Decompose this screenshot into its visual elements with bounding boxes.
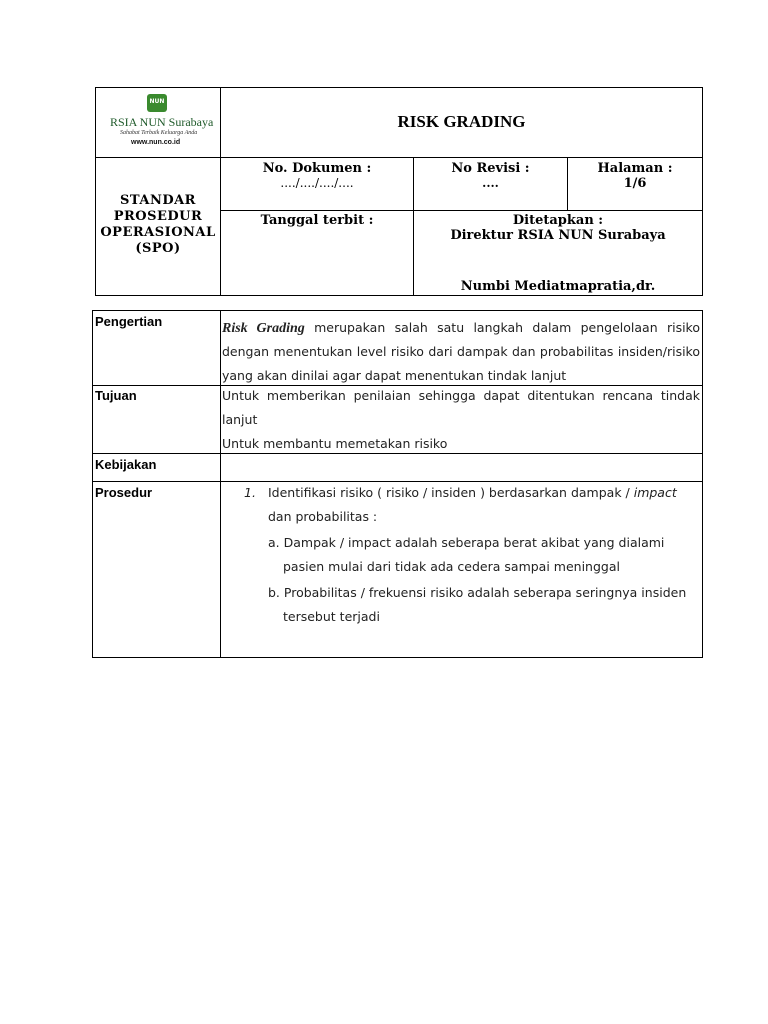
spo-label <box>96 193 220 257</box>
spo-line-4: (SPO) <box>135 241 181 256</box>
sub-item-a-line-2: pasien mulai dari tidak ada cedera sampai meninggal <box>283 559 620 574</box>
prosedur-item-1-impact: impact <box>633 485 677 500</box>
no-revisi-label: No Revisi : <box>451 161 530 176</box>
prosedur-item-1-text <box>268 481 677 505</box>
ditetapkan-name: Numbi Mediatmapratia,dr. <box>460 279 656 294</box>
spo-line-2: PROSEDUR <box>113 209 203 224</box>
tujuan-text <box>222 384 700 456</box>
no-dokumen-value: ..../..../..../.... <box>280 176 354 190</box>
sub-item-a-line-1: a. Dampak / impact adalah seberapa berat akibat yang dialami <box>268 535 665 550</box>
tujuan-label: Tujuan <box>95 388 137 403</box>
pengertian-line-2: dengan menentukan level risiko dari dampak dan probabilitas insiden/risiko <box>222 344 700 359</box>
no-dokumen-cell <box>221 161 413 190</box>
logo-badge-icon: NUN <box>147 94 167 112</box>
pengertian-text <box>222 316 700 388</box>
ditetapkan-label: Ditetapkan : <box>512 213 604 228</box>
no-revisi-value: .... <box>482 176 499 190</box>
halaman-value: 1/6 <box>623 176 647 191</box>
tanggal-terbit-label: Tanggal terbit : <box>260 213 374 228</box>
tujuan-line-3: Untuk membantu memetakan risiko <box>222 436 448 451</box>
pengertian-term: Risk Grading <box>222 321 305 336</box>
tujuan-line-1: Untuk memberikan penilaian sehingga dapat ditentukan rencana tindak <box>222 388 700 403</box>
no-dokumen-label: No. Dokumen : <box>262 161 372 176</box>
hospital-logo <box>98 92 216 154</box>
sub-item-b-line-1: b. Probabilitas / frekuensi risiko adalah seberapa seringnya insiden <box>268 585 687 600</box>
pengertian-line-1 <box>222 316 700 340</box>
logo-url: www.nun.co.id <box>131 139 181 146</box>
pengertian-line-3: yang akan dinilai agar dapat menentukan tindak lanjut <box>222 368 567 383</box>
prosedur-item-1-main: Identifikasi risiko ( risiko / insiden ) berdasarkan dampak / <box>268 485 634 500</box>
halaman-label: Halaman : <box>597 161 673 176</box>
ditetapkan-cell <box>414 213 702 243</box>
no-revisi-cell <box>414 161 567 190</box>
pengertian-label: Pengertian <box>95 314 163 329</box>
tujuan-line-2: lanjut <box>222 412 258 427</box>
prosedur-item-1-line-2: dan probabilitas : <box>268 509 378 524</box>
ditetapkan-title: Direktur RSIA NUN Surabaya <box>450 228 666 243</box>
spo-line-1: STANDAR <box>120 193 196 208</box>
halaman-cell <box>568 161 702 191</box>
document-title: RISK GRADING <box>397 112 526 131</box>
pengertian-line-1-rest: merupakan salah satu langkah dalam pengelolaan risiko <box>304 320 700 335</box>
spo-line-3: OPERASIONAL <box>100 225 216 240</box>
prosedur-list <box>222 481 700 629</box>
prosedur-item-1 <box>222 481 700 505</box>
kebijakan-label: Kebijakan <box>95 457 157 472</box>
prosedur-label: Prosedur <box>95 485 153 500</box>
logo-name: RSIA NUN Surabaya <box>110 115 214 129</box>
logo-tagline: Sahabat Terbaik Keluarga Anda <box>120 130 198 136</box>
sub-item-b-line-2: tersebut terjadi <box>283 609 380 624</box>
prosedur-item-number: 1. <box>244 485 256 500</box>
